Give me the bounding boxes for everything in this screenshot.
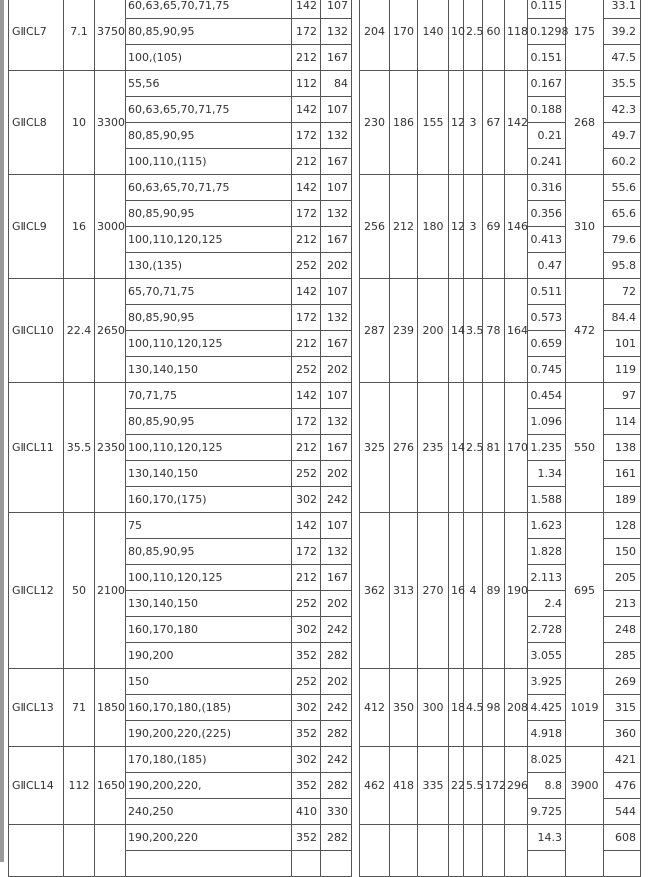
diameter-d1-cell: 170 — [390, 0, 418, 71]
length-l2-cell: 167 — [321, 45, 352, 71]
table-row — [9, 0, 641, 19]
weight-cell: 55.6 — [604, 175, 641, 201]
model-cell: GⅡCL13 — [9, 669, 64, 747]
width-b-cell: 12 — [449, 175, 464, 279]
model-cell: GⅡCL9 — [9, 175, 64, 279]
shaft-diameter-cell: 130,140,150 — [126, 461, 292, 487]
column-gap — [352, 0, 360, 71]
inertia-cell: 1.623 — [528, 513, 566, 539]
speed-cell: 3300 — [95, 71, 126, 175]
diameter-d2-cell: 300 — [418, 669, 449, 747]
length-l2-cell: 330 — [321, 799, 352, 825]
spec-table-body — [9, 0, 641, 877]
length-l1-cell: 252 — [292, 357, 321, 383]
shaft-diameter-cell: 190,200,220 — [126, 825, 292, 851]
length-l2-cell: 132 — [321, 19, 352, 45]
inertia-cell: 1.828 — [528, 539, 566, 565]
table-row — [9, 825, 641, 851]
length-l1-cell: 172 — [292, 305, 321, 331]
gap-a-cell: 3 — [464, 71, 483, 175]
length-l2-cell: 107 — [321, 279, 352, 305]
shaft-diameter-cell — [126, 851, 292, 877]
diameter-d1-cell: 418 — [390, 747, 418, 825]
width-b-cell: 14 — [449, 279, 464, 383]
inertia-cell: 14.3 — [528, 825, 566, 851]
length-l2-cell: 84 — [321, 71, 352, 97]
length-e-cell: 142 — [505, 71, 528, 175]
inertia-cell: 9.725 — [528, 799, 566, 825]
length-l1-cell: 142 — [292, 513, 321, 539]
model-cell: GⅡCL12 — [9, 513, 64, 669]
weight-cell: 84.4 — [604, 305, 641, 331]
weight-cell: 360 — [604, 721, 641, 747]
outer-diameter-cell: 230 — [360, 71, 390, 175]
outer-diameter-cell: 287 — [360, 279, 390, 383]
weight-cell: 608 — [604, 825, 641, 851]
torque-cell: 16 — [64, 175, 95, 279]
table-row — [9, 383, 641, 409]
shaft-diameter-cell: 100,110,120,125 — [126, 565, 292, 591]
length-l1-cell: 142 — [292, 279, 321, 305]
inertia-cell: 4.425 — [528, 695, 566, 721]
shaft-diameter-cell: 65,70,71,75 — [126, 279, 292, 305]
length-l2-cell: 132 — [321, 305, 352, 331]
weight-cell: 544 — [604, 799, 641, 825]
inertia-cell: 0.454 — [528, 383, 566, 409]
inertia-cell: 0.316 — [528, 175, 566, 201]
shaft-diameter-cell: 100,110,120,125 — [126, 435, 292, 461]
shaft-diameter-cell: 160,170,(175) — [126, 487, 292, 513]
length-l2-cell: 167 — [321, 331, 352, 357]
length-l1-cell: 212 — [292, 331, 321, 357]
mass-cell: 1019 — [566, 669, 604, 747]
length-l2-cell: 282 — [321, 825, 352, 851]
length-c-cell: 60 — [483, 0, 505, 71]
inertia-cell: 0.356 — [528, 201, 566, 227]
length-l2-cell: 132 — [321, 123, 352, 149]
weight-cell: 49.7 — [604, 123, 641, 149]
shaft-diameter-cell: 60,63,65,70,71,75 — [126, 97, 292, 123]
length-e-cell: 118 — [505, 0, 528, 71]
shaft-diameter-cell: 240,250 — [126, 799, 292, 825]
length-l1-cell: 302 — [292, 487, 321, 513]
length-l2-cell: 167 — [321, 227, 352, 253]
diameter-d2-cell: 140 — [418, 0, 449, 71]
length-l2-cell: 282 — [321, 643, 352, 669]
length-l2-cell: 132 — [321, 409, 352, 435]
inertia-cell: 0.21 — [528, 123, 566, 149]
gap-a-cell: 3.5 — [464, 279, 483, 383]
weight-cell: 128 — [604, 513, 641, 539]
table-row — [9, 747, 641, 773]
length-c-cell — [483, 825, 505, 877]
length-l1-cell: 352 — [292, 773, 321, 799]
weight-cell: 248 — [604, 617, 641, 643]
outer-diameter-cell — [360, 825, 390, 877]
shaft-diameter-cell: 190,200,220, — [126, 773, 292, 799]
column-gap — [352, 175, 360, 279]
shaft-diameter-cell: 100,(105) — [126, 45, 292, 71]
shaft-diameter-cell: 130,140,150 — [126, 591, 292, 617]
length-l1-cell: 252 — [292, 591, 321, 617]
diameter-d2-cell: 335 — [418, 747, 449, 825]
length-l1-cell: 302 — [292, 747, 321, 773]
column-gap — [352, 513, 360, 669]
torque-cell: 10 — [64, 71, 95, 175]
width-b-cell: 10 — [449, 0, 464, 71]
gap-a-cell: 4.5 — [464, 669, 483, 747]
weight-cell: 95.8 — [604, 253, 641, 279]
inertia-cell: 2.4 — [528, 591, 566, 617]
shaft-diameter-cell: 130,140,150 — [126, 357, 292, 383]
length-l1-cell: 172 — [292, 539, 321, 565]
length-l1-cell: 212 — [292, 149, 321, 175]
table-row — [9, 71, 641, 97]
speed-cell: 2350 — [95, 383, 126, 513]
length-l2-cell: 202 — [321, 461, 352, 487]
model-cell: GⅡCL14 — [9, 747, 64, 825]
length-l2-cell: 167 — [321, 435, 352, 461]
mass-cell: 175 — [566, 0, 604, 71]
length-c-cell: 98 — [483, 669, 505, 747]
length-l2-cell: 242 — [321, 487, 352, 513]
speed-cell: 1650 — [95, 747, 126, 825]
length-c-cell: 81 — [483, 383, 505, 513]
gap-a-cell: 3 — [464, 175, 483, 279]
model-cell: GⅡCL8 — [9, 71, 64, 175]
length-c-cell: 78 — [483, 279, 505, 383]
length-l1-cell: 352 — [292, 721, 321, 747]
weight-cell: 269 — [604, 669, 641, 695]
outer-diameter-cell: 362 — [360, 513, 390, 669]
length-l2-cell — [321, 851, 352, 877]
speed-cell — [95, 825, 126, 877]
length-l1-cell: 252 — [292, 461, 321, 487]
length-e-cell: 164 — [505, 279, 528, 383]
outer-diameter-cell: 325 — [360, 383, 390, 513]
shaft-diameter-cell: 190,200,220,(225) — [126, 721, 292, 747]
weight-cell — [604, 851, 641, 877]
diameter-d2-cell: 200 — [418, 279, 449, 383]
shaft-diameter-cell: 80,85,90,95 — [126, 201, 292, 227]
gap-a-cell: 4 — [464, 513, 483, 669]
inertia-cell: 0.47 — [528, 253, 566, 279]
length-l2-cell: 132 — [321, 539, 352, 565]
length-c-cell: 67 — [483, 71, 505, 175]
outer-diameter-cell: 462 — [360, 747, 390, 825]
diameter-d2-cell: 270 — [418, 513, 449, 669]
length-l1-cell: 212 — [292, 435, 321, 461]
length-l1-cell: 142 — [292, 383, 321, 409]
weight-cell: 119 — [604, 357, 641, 383]
diameter-d1-cell — [390, 825, 418, 877]
mass-cell: 550 — [566, 383, 604, 513]
gap-a-cell: 2.5 — [464, 383, 483, 513]
diameter-d2-cell: 180 — [418, 175, 449, 279]
inertia-cell — [528, 851, 566, 877]
length-l1-cell: 302 — [292, 695, 321, 721]
model-cell: GⅡCL11 — [9, 383, 64, 513]
shaft-diameter-cell: 55,56 — [126, 71, 292, 97]
inertia-cell: 0.1298 — [528, 19, 566, 45]
diameter-d2-cell: 155 — [418, 71, 449, 175]
length-l1-cell: 352 — [292, 825, 321, 851]
shaft-diameter-cell: 80,85,90,95 — [126, 409, 292, 435]
column-gap — [352, 747, 360, 825]
table-row — [9, 513, 641, 539]
weight-cell: 421 — [604, 747, 641, 773]
length-l1-cell: 142 — [292, 0, 321, 19]
length-e-cell: 146 — [505, 175, 528, 279]
torque-cell — [64, 825, 95, 877]
width-b-cell: 22 — [449, 747, 464, 825]
coupling-spec-table — [8, 0, 641, 877]
inertia-cell: 3.925 — [528, 669, 566, 695]
length-l1-cell: 172 — [292, 201, 321, 227]
length-l1-cell: 212 — [292, 45, 321, 71]
column-gap — [352, 279, 360, 383]
gap-a-cell — [464, 825, 483, 877]
length-e-cell — [505, 825, 528, 877]
length-c-cell: 89 — [483, 513, 505, 669]
inertia-cell: 1.34 — [528, 461, 566, 487]
length-l1-cell: 302 — [292, 617, 321, 643]
shaft-diameter-cell: 100,110,(115) — [126, 149, 292, 175]
length-e-cell: 208 — [505, 669, 528, 747]
shaft-diameter-cell: 170,180,(185) — [126, 747, 292, 773]
shaft-diameter-cell: 160,170,180 — [126, 617, 292, 643]
table-row — [9, 175, 641, 201]
length-e-cell: 296 — [505, 747, 528, 825]
weight-cell: 285 — [604, 643, 641, 669]
weight-cell: 189 — [604, 487, 641, 513]
weight-cell: 205 — [604, 565, 641, 591]
gap-a-cell: 2.5 — [464, 0, 483, 71]
length-l1-cell: 172 — [292, 19, 321, 45]
shaft-diameter-cell: 80,85,90,95 — [126, 305, 292, 331]
mass-cell: 268 — [566, 71, 604, 175]
diameter-d1-cell: 239 — [390, 279, 418, 383]
length-l1-cell: 252 — [292, 253, 321, 279]
inertia-cell: 0.188 — [528, 97, 566, 123]
length-l1-cell: 352 — [292, 643, 321, 669]
inertia-cell: 0.573 — [528, 305, 566, 331]
shaft-diameter-cell: 100,110,120,125 — [126, 331, 292, 357]
length-l1-cell: 142 — [292, 175, 321, 201]
inertia-cell: 0.659 — [528, 331, 566, 357]
length-l2-cell: 107 — [321, 513, 352, 539]
outer-diameter-cell: 204 — [360, 0, 390, 71]
length-l2-cell: 242 — [321, 617, 352, 643]
speed-cell: 2650 — [95, 279, 126, 383]
outer-diameter-cell: 412 — [360, 669, 390, 747]
weight-cell: 114 — [604, 409, 641, 435]
column-gap — [352, 669, 360, 747]
weight-cell: 33.1 — [604, 0, 641, 19]
length-l1-cell: 172 — [292, 123, 321, 149]
length-l1-cell: 212 — [292, 227, 321, 253]
length-l2-cell: 167 — [321, 149, 352, 175]
inertia-cell: 1.235 — [528, 435, 566, 461]
length-l2-cell: 202 — [321, 669, 352, 695]
length-l2-cell: 132 — [321, 201, 352, 227]
shaft-diameter-cell: 190,200 — [126, 643, 292, 669]
torque-cell: 7.1 — [64, 0, 95, 71]
shaft-diameter-cell: 60,63,65,70,71,75 — [126, 175, 292, 201]
length-l2-cell: 242 — [321, 747, 352, 773]
shaft-diameter-cell: 130,(135) — [126, 253, 292, 279]
diameter-d1-cell: 313 — [390, 513, 418, 669]
length-l2-cell: 107 — [321, 383, 352, 409]
inertia-cell: 2.113 — [528, 565, 566, 591]
length-l2-cell: 167 — [321, 565, 352, 591]
length-l2-cell: 282 — [321, 721, 352, 747]
diameter-d1-cell: 186 — [390, 71, 418, 175]
mass-cell: 310 — [566, 175, 604, 279]
shaft-diameter-cell: 160,170,180,(185) — [126, 695, 292, 721]
weight-cell: 79.6 — [604, 227, 641, 253]
length-l2-cell: 107 — [321, 0, 352, 19]
weight-cell: 72 — [604, 279, 641, 305]
column-gap — [352, 71, 360, 175]
length-l2-cell: 282 — [321, 773, 352, 799]
torque-cell: 71 — [64, 669, 95, 747]
length-l2-cell: 107 — [321, 97, 352, 123]
width-b-cell — [449, 825, 464, 877]
length-l1-cell: 142 — [292, 97, 321, 123]
mass-cell — [566, 825, 604, 877]
diameter-d2-cell — [418, 825, 449, 877]
weight-cell: 42.3 — [604, 97, 641, 123]
length-l2-cell: 202 — [321, 357, 352, 383]
length-l2-cell: 202 — [321, 591, 352, 617]
model-cell: GⅡCL10 — [9, 279, 64, 383]
mass-cell: 472 — [566, 279, 604, 383]
inertia-cell: 0.745 — [528, 357, 566, 383]
inertia-cell: 1.096 — [528, 409, 566, 435]
weight-cell: 138 — [604, 435, 641, 461]
inertia-cell: 0.167 — [528, 71, 566, 97]
speed-cell: 2100 — [95, 513, 126, 669]
speed-cell: 1850 — [95, 669, 126, 747]
diameter-d1-cell: 276 — [390, 383, 418, 513]
width-b-cell: 18 — [449, 669, 464, 747]
inertia-cell: 4.918 — [528, 721, 566, 747]
gap-a-cell: 5.5 — [464, 747, 483, 825]
length-l2-cell: 242 — [321, 695, 352, 721]
weight-cell: 101 — [604, 331, 641, 357]
weight-cell: 35.5 — [604, 71, 641, 97]
weight-cell: 47.5 — [604, 45, 641, 71]
weight-cell: 213 — [604, 591, 641, 617]
mass-cell: 695 — [566, 513, 604, 669]
shaft-diameter-cell: 70,71,75 — [126, 383, 292, 409]
diameter-d2-cell: 235 — [418, 383, 449, 513]
speed-cell: 3000 — [95, 175, 126, 279]
left-border-rule — [0, 0, 4, 862]
torque-cell: 50 — [64, 513, 95, 669]
weight-cell: 161 — [604, 461, 641, 487]
weight-cell: 65.6 — [604, 201, 641, 227]
length-e-cell: 170 — [505, 383, 528, 513]
length-e-cell: 190 — [505, 513, 528, 669]
weight-cell: 97 — [604, 383, 641, 409]
diameter-d1-cell: 212 — [390, 175, 418, 279]
torque-cell: 35.5 — [64, 383, 95, 513]
torque-cell: 112 — [64, 747, 95, 825]
length-l1-cell — [292, 851, 321, 877]
speed-cell: 3750 — [95, 0, 126, 71]
width-b-cell: 12 — [449, 71, 464, 175]
weight-cell: 476 — [604, 773, 641, 799]
inertia-cell: 0.413 — [528, 227, 566, 253]
weight-cell: 39.2 — [604, 19, 641, 45]
inertia-cell: 0.115 — [528, 0, 566, 19]
length-l1-cell: 410 — [292, 799, 321, 825]
length-l1-cell: 252 — [292, 669, 321, 695]
length-c-cell: 69 — [483, 175, 505, 279]
length-c-cell: 172 — [483, 747, 505, 825]
model-cell — [9, 825, 64, 877]
shaft-diameter-cell: 75 — [126, 513, 292, 539]
mass-cell: 3900 — [566, 747, 604, 825]
inertia-cell: 0.151 — [528, 45, 566, 71]
inertia-cell: 8.8 — [528, 773, 566, 799]
shaft-diameter-cell: 80,85,90,95 — [126, 123, 292, 149]
weight-cell: 150 — [604, 539, 641, 565]
column-gap — [352, 383, 360, 513]
torque-cell: 22.4 — [64, 279, 95, 383]
inertia-cell: 1.588 — [528, 487, 566, 513]
width-b-cell: 16 — [449, 513, 464, 669]
weight-cell: 315 — [604, 695, 641, 721]
length-l1-cell: 172 — [292, 409, 321, 435]
table-row — [9, 279, 641, 305]
inertia-cell: 8.025 — [528, 747, 566, 773]
model-cell: GⅡCL7 — [9, 0, 64, 71]
width-b-cell: 14 — [449, 383, 464, 513]
inertia-cell: 2.728 — [528, 617, 566, 643]
weight-cell: 60.2 — [604, 149, 641, 175]
shaft-diameter-cell: 150 — [126, 669, 292, 695]
length-l1-cell: 112 — [292, 71, 321, 97]
inertia-cell: 0.241 — [528, 149, 566, 175]
outer-diameter-cell: 256 — [360, 175, 390, 279]
length-l2-cell: 107 — [321, 175, 352, 201]
length-l1-cell: 212 — [292, 565, 321, 591]
shaft-diameter-cell: 60,63,65,70,71,75 — [126, 0, 292, 19]
diameter-d1-cell: 350 — [390, 669, 418, 747]
length-l2-cell: 202 — [321, 253, 352, 279]
inertia-cell: 3.055 — [528, 643, 566, 669]
shaft-diameter-cell: 80,85,90,95 — [126, 539, 292, 565]
table-row — [9, 669, 641, 695]
inertia-cell: 0.511 — [528, 279, 566, 305]
column-gap — [352, 825, 360, 877]
shaft-diameter-cell: 80,85,90,95 — [126, 19, 292, 45]
shaft-diameter-cell: 100,110,120,125 — [126, 227, 292, 253]
